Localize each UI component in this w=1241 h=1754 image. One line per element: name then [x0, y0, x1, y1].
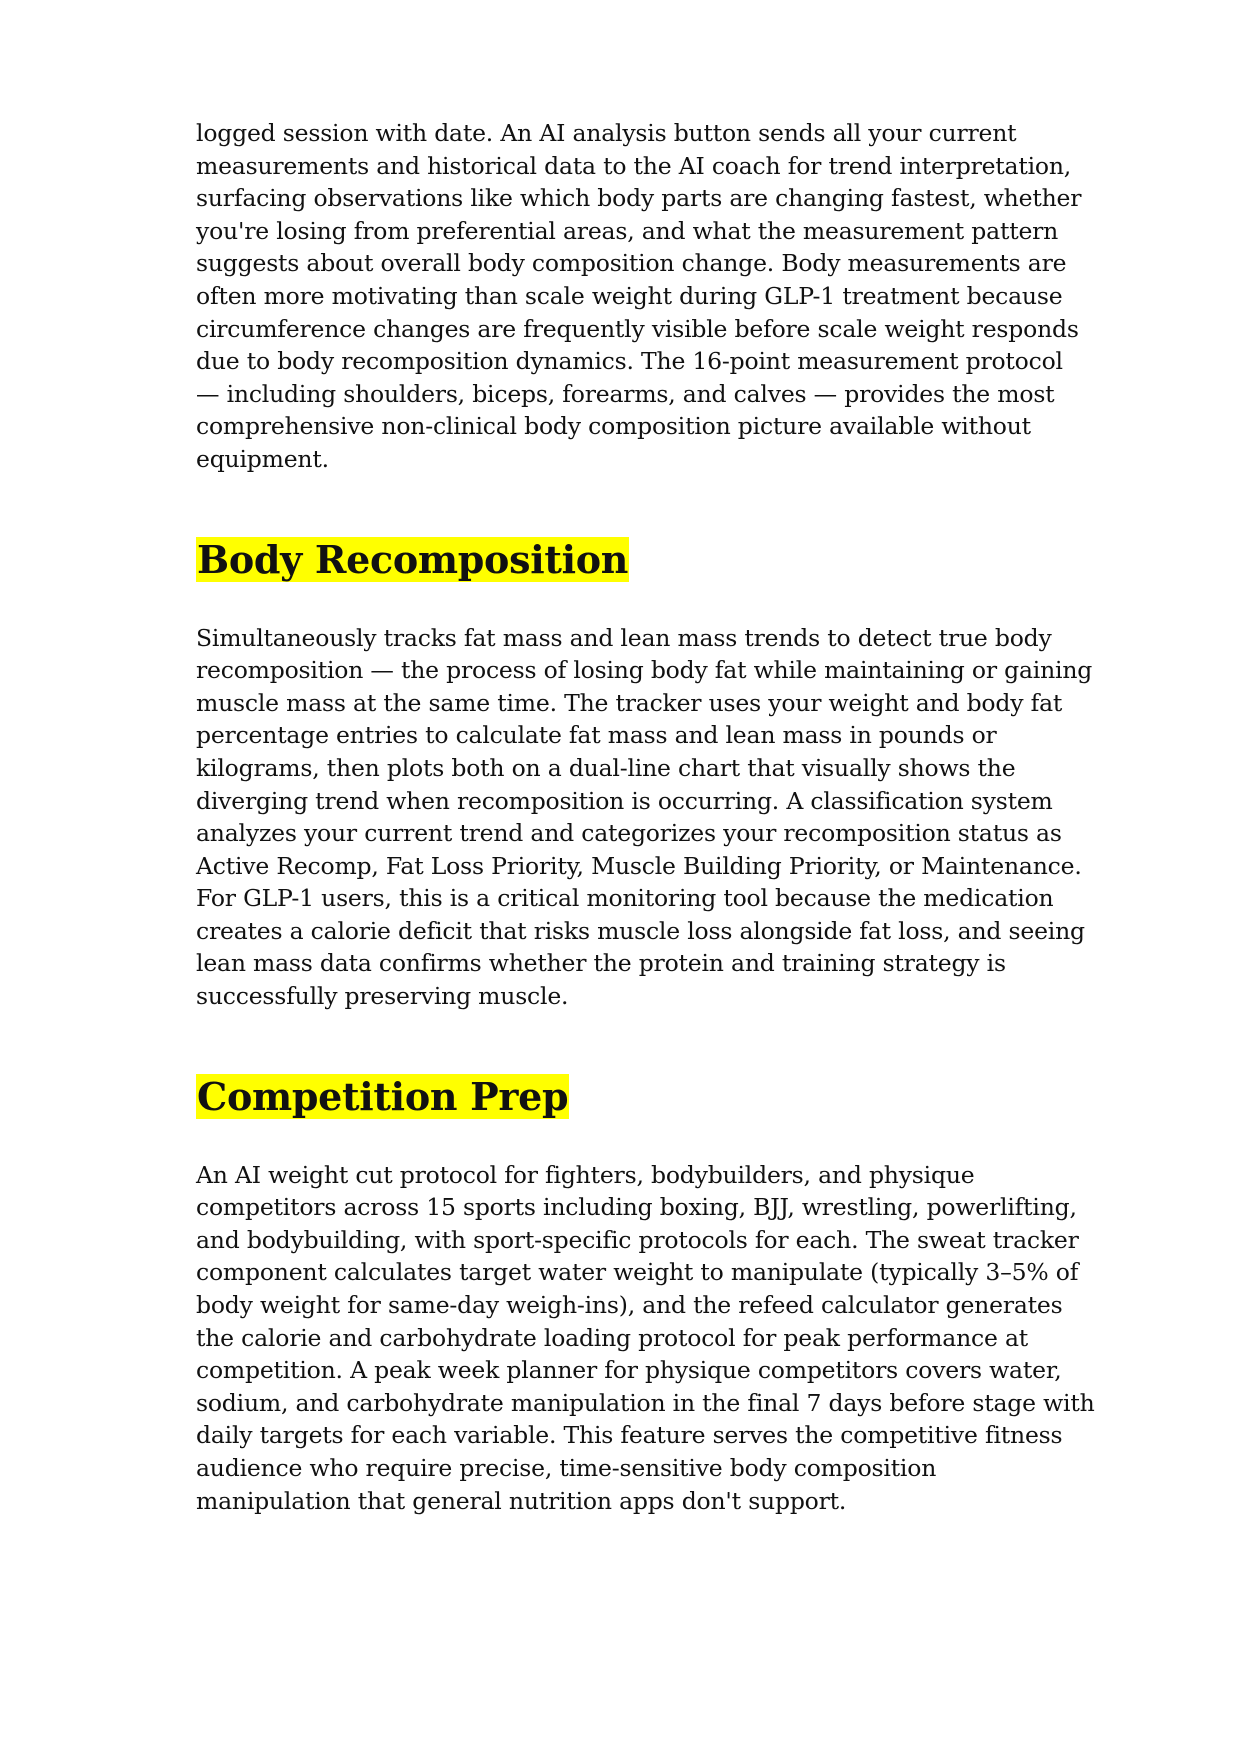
text-line: circumference changes are frequently visible before scale weight responds [196, 314, 1079, 343]
text-line: recomposition — the process of losing body fat while maintaining or gaining [196, 656, 1093, 685]
text-line: — including shoulders, biceps, forearms, and calves — provides the most [196, 379, 1055, 408]
text-line: diverging trend when recomposition is occurring. A classification system [196, 786, 1053, 815]
text-line: and bodybuilding, with sport-specific protocols for each. The sweat tracker [196, 1225, 1079, 1254]
text-line: manipulation that general nutrition apps don't support. [196, 1486, 847, 1515]
text-line: surfacing observations like which body parts are changing fastest, whether [196, 184, 1082, 213]
text-line: kilograms, then plots both on a dual-line chart that visually shows the [196, 753, 1016, 782]
heading-highlight: Body Recomposition [197, 536, 629, 582]
text-line: An AI weight cut protocol for fighters, bodybuilders, and physique [196, 1160, 975, 1189]
text-line: due to body recomposition dynamics. The 16-point measurement protocol [196, 347, 1063, 376]
body-recomposition-paragraph [196, 622, 1093, 1013]
text-line: Simultaneously tracks fat mass and lean mass trends to detect true body [196, 623, 1052, 652]
competition-prep-paragraph [196, 1159, 1095, 1518]
heading-highlight: Competition Prep [197, 1073, 569, 1119]
text-line: lean mass data confirms whether the protein and training strategy is [196, 949, 1006, 978]
text-line: audience who require precise, time-sensitive body composition [196, 1454, 937, 1482]
text-line: often more motivating than scale weight during GLP-1 treatment because [196, 281, 1063, 310]
text-line: creates a calorie deficit that risks muscle loss alongside fat loss, and seeing [196, 916, 1085, 945]
text-line: competitors across 15 sports including boxing, BJJ, wrestling, powerlifting, [196, 1193, 1077, 1222]
text-line: muscle mass at the same time. The tracker uses your weight and body fat [196, 688, 1063, 717]
text-line: body weight for same-day weigh-ins), and the refeed calculator generates [196, 1291, 1063, 1320]
text-line: For GLP-1 users, this is a critical monitoring tool because the medication [196, 884, 1054, 913]
text-line: analyzes your current trend and categorizes your recomposition status as [196, 819, 1062, 848]
text-line: component calculates target water weight to manipulate (typically 3–5% of [196, 1258, 1079, 1287]
text-line: logged session with date. An AI analysis button sends all your current [196, 119, 1017, 147]
text-line: suggests about overall body composition change. Body measurements are [196, 249, 1067, 278]
section-heading-competition-prep [196, 1073, 1066, 1121]
text-line: competition. A peak week planner for physique competitors covers water, [196, 1356, 1062, 1385]
document-content [196, 117, 1095, 1517]
text-line: measurements and historical data to the AI coach for trend interpretation, [196, 151, 1072, 180]
text-line: daily targets for each variable. This feature serves the competitive fitness [196, 1421, 1063, 1450]
text-line: successfully preserving muscle. [196, 982, 569, 1011]
intro-paragraph [196, 117, 1082, 476]
text-line: percentage entries to calculate fat mass and lean mass in pounds or [196, 721, 997, 750]
text-line: sodium, and carbohydrate manipulation in the final 7 days before stage with [196, 1388, 1095, 1417]
text-line: Active Recomp, Fat Loss Priority, Muscle Building Priority, or Maintenance. [196, 851, 1082, 880]
text-line: the calorie and carbohydrate loading protocol for peak performance at [196, 1323, 1028, 1352]
text-line: equipment. [196, 444, 329, 473]
section-heading-body-recomposition [196, 536, 1066, 584]
text-line: you're losing from preferential areas, and what the measurement pattern [196, 216, 1059, 245]
text-line: comprehensive non-clinical body composition picture available without [196, 412, 1031, 441]
